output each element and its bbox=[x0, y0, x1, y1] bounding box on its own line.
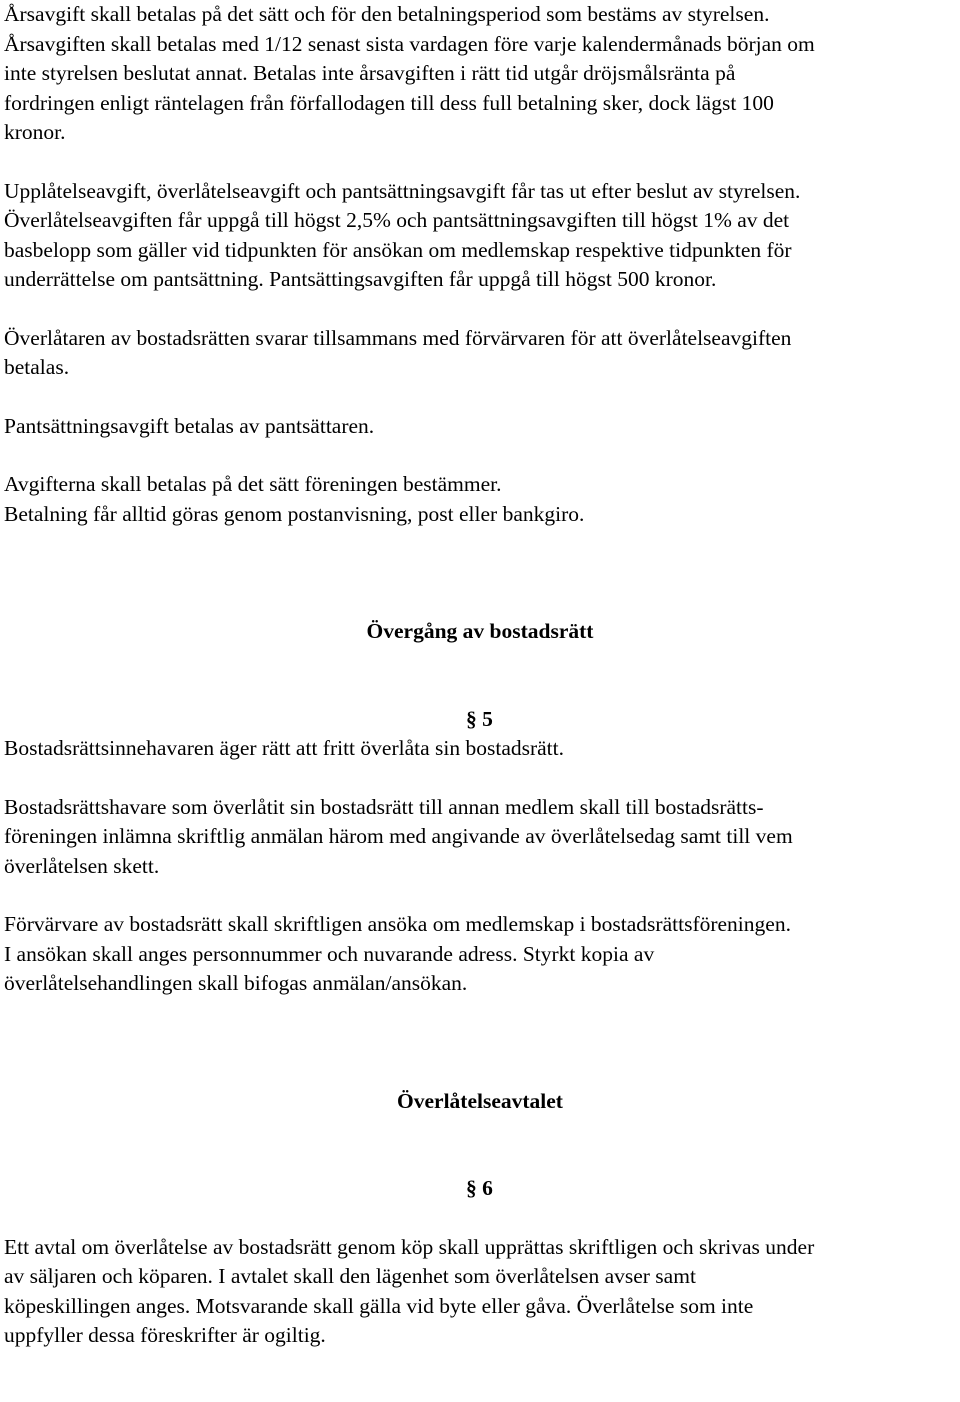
section-number: § 6 bbox=[466, 1176, 493, 1200]
text-line: Årsavgift skall betalas på det sätt och för den betalningsperiod som bestäms av styrelsen. bbox=[4, 2, 770, 26]
spacer bbox=[4, 295, 956, 324]
spacer bbox=[4, 383, 956, 412]
text-line: Bostadsrättshavare som överlåtit sin bostadsrätt till annan medlem skall till bostadsrätts- bbox=[4, 794, 764, 819]
section-number: § 5 bbox=[466, 706, 493, 731]
section-5 bbox=[4, 617, 956, 999]
text-line: Förvärvare av bostadsrätt skall skriftligen ansöka om medlemskap i bostadsrättsföreningen. bbox=[4, 912, 791, 936]
spacer bbox=[4, 529, 956, 617]
paragraph-pantsattning bbox=[4, 412, 956, 442]
paragraph-arsavgift bbox=[4, 0, 956, 148]
text-line: Betalning får alltid göras genom postanvisning, post eller bankgiro. bbox=[4, 501, 585, 526]
text-line: föreningen inlämna skriftlig anmälan härom med angivande av överlåtelsedag samt till vem bbox=[4, 824, 793, 848]
spacer bbox=[4, 148, 956, 177]
paragraph-forvarvare bbox=[4, 910, 956, 999]
text-line: Överlåtaren av bostadsrätten svarar tillsammans med förvärvaren för att överlåtelseavgiften bbox=[4, 325, 792, 350]
text-line: Ett avtal om överlåtelse av bostadsrätt genom köp skall upprättas skriftligen och skrivas under bbox=[4, 1234, 815, 1259]
text-line: inte styrelsen beslutat annat. Betalas inte årsavgiften i rätt tid utgår dröjsmålsränta på bbox=[4, 61, 736, 85]
section-heading: Övergång av bostadsrätt bbox=[366, 619, 594, 643]
text-line: Överlåtelseavgiften får uppgå till högst 2,5% och pantsättningsavgiften till högst 1% av det bbox=[4, 208, 790, 232]
text-line: av säljaren och köparen. I avtalet skall den lägenhet som överlåtelsen avser samt bbox=[4, 1264, 696, 1288]
spacer bbox=[4, 1204, 956, 1233]
text-line: Pantsättningsavgift betalas av pantsättaren. bbox=[4, 413, 375, 438]
spacer bbox=[4, 1116, 956, 1174]
text-line: underrättelse om pantsättning. Pantsättingsavgiften får uppgå till högst 500 kronor. bbox=[4, 267, 717, 291]
text-line: kronor. bbox=[4, 120, 66, 144]
text-line: överlåtelsehandlingen skall bifogas anmälan/ansökan. bbox=[4, 971, 468, 995]
text-line: Bostadsrättsinnehavaren äger rätt att fritt överlåta sin bostadsrätt. bbox=[4, 736, 565, 760]
text-line: uppfyller dessa föreskrifter är ogiltig. bbox=[4, 1323, 326, 1347]
spacer bbox=[4, 881, 956, 910]
text-line: basbelopp som gäller vid tidpunkten för ansökan om medlemskap respektive tidpunkten för bbox=[4, 237, 792, 262]
paragraph-avgifter bbox=[4, 177, 956, 295]
text-line: köpeskillingen anges. Motsvarande skall gälla vid byte eller gåva. Överlåtelse som inte bbox=[4, 1293, 754, 1318]
spacer bbox=[4, 441, 956, 470]
text-line: betalas. bbox=[4, 355, 70, 379]
text-line: fordringen enligt räntelagen från förfallodagen till dess full betalning sker, dock lägst 100 bbox=[4, 90, 774, 115]
section-6 bbox=[4, 1087, 956, 1351]
spacer bbox=[4, 999, 956, 1087]
text-line: I ansökan skall anges personnummer och nuvarande adress. Styrkt kopia av bbox=[4, 941, 655, 966]
paragraph-anmalan bbox=[4, 793, 956, 882]
spacer bbox=[4, 764, 956, 793]
paragraph-ratt-overlata bbox=[4, 734, 956, 764]
spacer bbox=[4, 647, 956, 705]
paragraph-overlataren bbox=[4, 324, 956, 383]
text-line: Upplåtelseavgift, överlåtelseavgift och pantsättningsavgift får tas ut efter beslut av styrelsen. bbox=[4, 178, 801, 203]
paragraph-overlatelseavtal bbox=[4, 1233, 956, 1351]
section-heading: Överlåtelseavtalet bbox=[397, 1088, 563, 1113]
document-page bbox=[4, 0, 956, 1351]
text-line: Årsavgiften skall betalas med 1/12 senast sista vardagen före varje kalendermånads början om bbox=[4, 31, 815, 56]
text-line: Avgifterna skall betalas på det sätt föreningen bestämmer. bbox=[4, 472, 502, 496]
paragraph-betalning bbox=[4, 470, 956, 529]
text-line: överlåtelsen skett. bbox=[4, 853, 160, 878]
